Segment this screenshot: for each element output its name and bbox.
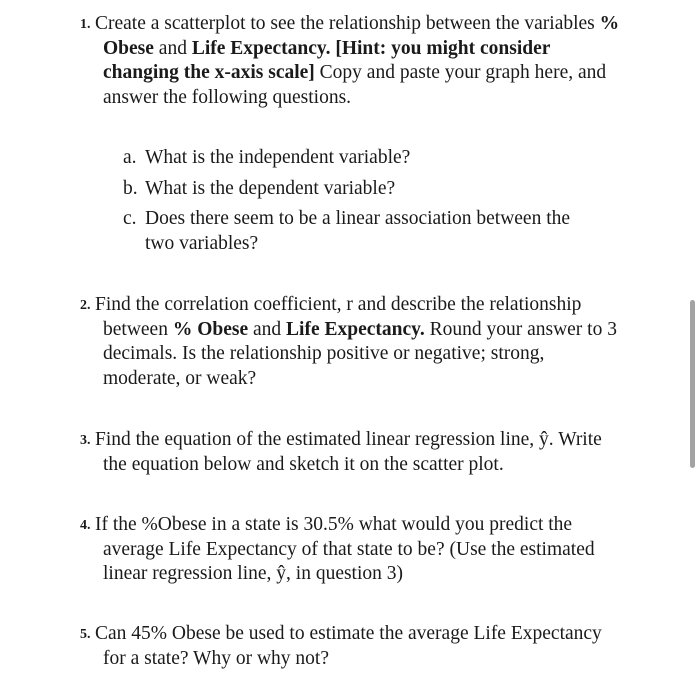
question-3 bbox=[80, 428, 620, 477]
question-text: Can 45% Obese be used to estimate the average Life Expectancy for a state? Why or why not? bbox=[95, 623, 602, 669]
question-2 bbox=[80, 293, 620, 391]
subquestion-continuation: two variables? bbox=[145, 232, 259, 254]
question-1 bbox=[80, 12, 620, 110]
question-text: Find the equation of the estimated linear regression line, ŷ. Write the equation below and sketch it on the scatter plot. bbox=[95, 429, 602, 475]
subquestion-text: What is the dependent variable? bbox=[145, 178, 396, 199]
question-5 bbox=[80, 622, 620, 671]
subquestion-text: What is the independent variable? bbox=[145, 147, 411, 168]
question-number: 5. bbox=[80, 627, 91, 642]
subquestion-c bbox=[123, 207, 618, 256]
question-text: Find the correlation coefficient, r and describe the relationship between % Obese and Life Expectancy. Round your answer to 3 decimals. Is the relationship positive or negative; strong, moderate, or weak? bbox=[95, 294, 617, 389]
question-4 bbox=[80, 513, 620, 587]
subquestion-text: Does there seem to be a linear association between the bbox=[145, 208, 571, 229]
question-number: 2. bbox=[80, 298, 91, 313]
question-number: 4. bbox=[80, 518, 91, 533]
question-number: 1. bbox=[80, 17, 91, 32]
scrollbar[interactable] bbox=[690, 300, 695, 468]
subquestion-label: c. bbox=[123, 208, 137, 229]
subquestion-label: b. bbox=[123, 178, 138, 199]
question-number: 3. bbox=[80, 433, 91, 448]
subquestion-b bbox=[123, 177, 618, 202]
subquestion-a bbox=[123, 146, 618, 171]
question-text: Create a scatterplot to see the relationship between the variables % Obese and Life Expectancy. [Hint: you might consider changing the x-axis scale] Copy and paste your graph here, and answer the following questions. bbox=[95, 13, 620, 108]
subquestion-label: a. bbox=[123, 147, 137, 168]
question-text: If the %Obese in a state is 30.5% what would you predict the average Life Expectancy of that state to be? (Use the estimated linear regression line, ŷ, in question 3) bbox=[95, 514, 595, 584]
